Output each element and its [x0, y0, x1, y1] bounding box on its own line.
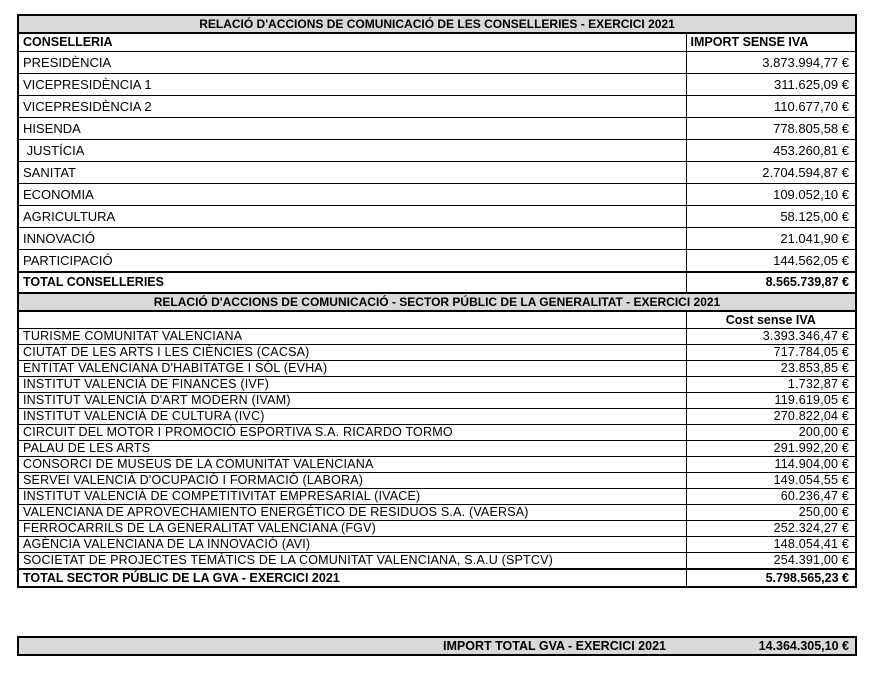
conselleria-name: PARTICIPACIÓ [18, 250, 686, 273]
entity-name: SOCIETAT DE PROJECTES TEMÀTICS DE LA COMUNITAT VALENCIANA, S.A.U (SPTCV) [18, 553, 686, 570]
entity-row [18, 505, 856, 521]
conselleria-name: SANITAT [18, 162, 686, 184]
entity-row [18, 425, 856, 441]
entity-name: INSTITUT VALENCIÀ DE FINANCES (IVF) [18, 377, 686, 393]
conselleria-value: 311.625,09 € [686, 74, 856, 96]
entity-row [18, 489, 856, 505]
entity-row [18, 553, 856, 570]
entity-value: 149.054,55 € [686, 473, 856, 489]
entity-value: 114.904,00 € [686, 457, 856, 473]
entity-row [18, 393, 856, 409]
conselleria-name: VICEPRESIDÈNCIA 1 [18, 74, 686, 96]
entity-row [18, 457, 856, 473]
sector-title-row [18, 293, 856, 311]
grand-total-value: 14.364.305,10 € [686, 637, 856, 655]
conselleria-row [18, 118, 856, 140]
grand-total-row [18, 637, 856, 655]
conselleries-title: RELACIÓ D'ACCIONS DE COMUNICACIÓ DE LES CONSELLERIES - EXERCICI 2021 [18, 15, 856, 33]
entity-value: 252.324,27 € [686, 521, 856, 537]
expenditure-table [17, 14, 857, 588]
conselleria-name: HISENDA [18, 118, 686, 140]
entity-row [18, 329, 856, 345]
entity-name: ENTITAT VALENCIANA D'HABITATGE I SÒL (EVHA) [18, 361, 686, 377]
entity-value: 250,00 € [686, 505, 856, 521]
entity-name: FERROCARRILS DE LA GENERALITAT VALENCIANA (FGV) [18, 521, 686, 537]
grand-total-table [17, 636, 857, 656]
conselleria-name: VICEPRESIDÈNCIA 2 [18, 96, 686, 118]
sector-rows [18, 329, 856, 570]
conselleria-name: JUSTÍCIA [18, 140, 686, 162]
entity-name: AGÈNCIA VALENCIANA DE LA INNOVACIÓ (AVI) [18, 537, 686, 553]
conselleria-row [18, 140, 856, 162]
conselleria-row [18, 162, 856, 184]
entity-name: CONSORCI DE MUSEUS DE LA COMUNITAT VALENCIANA [18, 457, 686, 473]
conselleria-value: 144.562,05 € [686, 250, 856, 273]
conselleria-value: 2.704.594,87 € [686, 162, 856, 184]
entity-value: 270.822,04 € [686, 409, 856, 425]
conselleria-value: 110.677,70 € [686, 96, 856, 118]
sector-total-value: 5.798.565,23 € [686, 569, 856, 587]
entity-name: PALAU DE LES ARTS [18, 441, 686, 457]
conselleria-name: AGRICULTURA [18, 206, 686, 228]
entity-value: 119.619,05 € [686, 393, 856, 409]
conselleries-total-value: 8.565.739,87 € [686, 272, 856, 293]
entity-name: CIRCUIT DEL MOTOR I PROMOCIÓ ESPORTIVA S.A. RICARDO TORMO [18, 425, 686, 441]
entity-value: 3.393.346,47 € [686, 329, 856, 345]
entity-name: INSTITUT VALENCIÀ D'ART MODERN (IVAM) [18, 393, 686, 409]
entity-row [18, 377, 856, 393]
entity-row [18, 473, 856, 489]
conselleria-name: PRESIDÈNCIA [18, 52, 686, 74]
entity-value: 1.732,87 € [686, 377, 856, 393]
entity-value: 717.784,05 € [686, 345, 856, 361]
entity-name: CIUTAT DE LES ARTS I LES CIÈNCIES (CACSA) [18, 345, 686, 361]
conselleria-value: 453.260,81 € [686, 140, 856, 162]
import-column-header: IMPORT SENSE IVA [686, 33, 856, 52]
cost-column-header: Cost sense IVA [686, 311, 856, 329]
entity-value: 23.853,85 € [686, 361, 856, 377]
sector-label-header [18, 311, 686, 329]
conselleries-title-row [18, 15, 856, 33]
conselleries-total-row [18, 272, 856, 293]
conselleria-row [18, 206, 856, 228]
conselleria-value: 109.052,10 € [686, 184, 856, 206]
entity-name: INSTITUT VALENCIÀ DE COMPETITIVITAT EMPRESARIAL (IVACE) [18, 489, 686, 505]
conselleries-header-row [18, 33, 856, 52]
entity-row [18, 441, 856, 457]
entity-row [18, 521, 856, 537]
conselleria-column-header: CONSELLERIA [18, 33, 686, 52]
conselleria-value: 21.041,90 € [686, 228, 856, 250]
entity-name: TURISME COMUNITAT VALENCIANA [18, 329, 686, 345]
entity-name: SERVEI VALENCIÀ D'OCUPACIÓ I FORMACIÓ (LABORA) [18, 473, 686, 489]
conselleria-name: ECONOMIA [18, 184, 686, 206]
conselleria-row [18, 184, 856, 206]
conselleria-value: 3.873.994,77 € [686, 52, 856, 74]
entity-row [18, 409, 856, 425]
entity-value: 200,00 € [686, 425, 856, 441]
entity-name: VALENCIANA DE APROVECHAMIENTO ENERGÉTICO DE RESIDUOS S.A. (VAERSA) [18, 505, 686, 521]
conselleria-row [18, 96, 856, 118]
conselleria-value: 58.125,00 € [686, 206, 856, 228]
conselleria-name: INNOVACIÓ [18, 228, 686, 250]
conselleria-row [18, 52, 856, 74]
conselleria-row [18, 250, 856, 273]
conselleria-value: 778.805,58 € [686, 118, 856, 140]
conselleries-rows [18, 52, 856, 273]
sector-total-label: TOTAL SECTOR PÚBLIC DE LA GVA - EXERCICI 2021 [18, 569, 686, 587]
entity-row [18, 361, 856, 377]
conselleries-total-label: TOTAL CONSELLERIES [18, 272, 686, 293]
sector-title: RELACIÓ D'ACCIONS DE COMUNICACIÓ - SECTOR PÚBLIC DE LA GENERALITAT - EXERCICI 2021 [18, 293, 856, 311]
entity-value: 148.054,41 € [686, 537, 856, 553]
entity-value: 291.992,20 € [686, 441, 856, 457]
sector-total-row [18, 569, 856, 587]
entity-row [18, 537, 856, 553]
grand-total-label: IMPORT TOTAL GVA - EXERCICI 2021 [18, 637, 686, 655]
sector-header-row [18, 311, 856, 329]
entity-row [18, 345, 856, 361]
entity-name: INSTITUT VALENCIÀ DE CULTURA (IVC) [18, 409, 686, 425]
conselleria-row [18, 228, 856, 250]
conselleria-row [18, 74, 856, 96]
entity-value: 60.236,47 € [686, 489, 856, 505]
entity-value: 254.391,00 € [686, 553, 856, 570]
